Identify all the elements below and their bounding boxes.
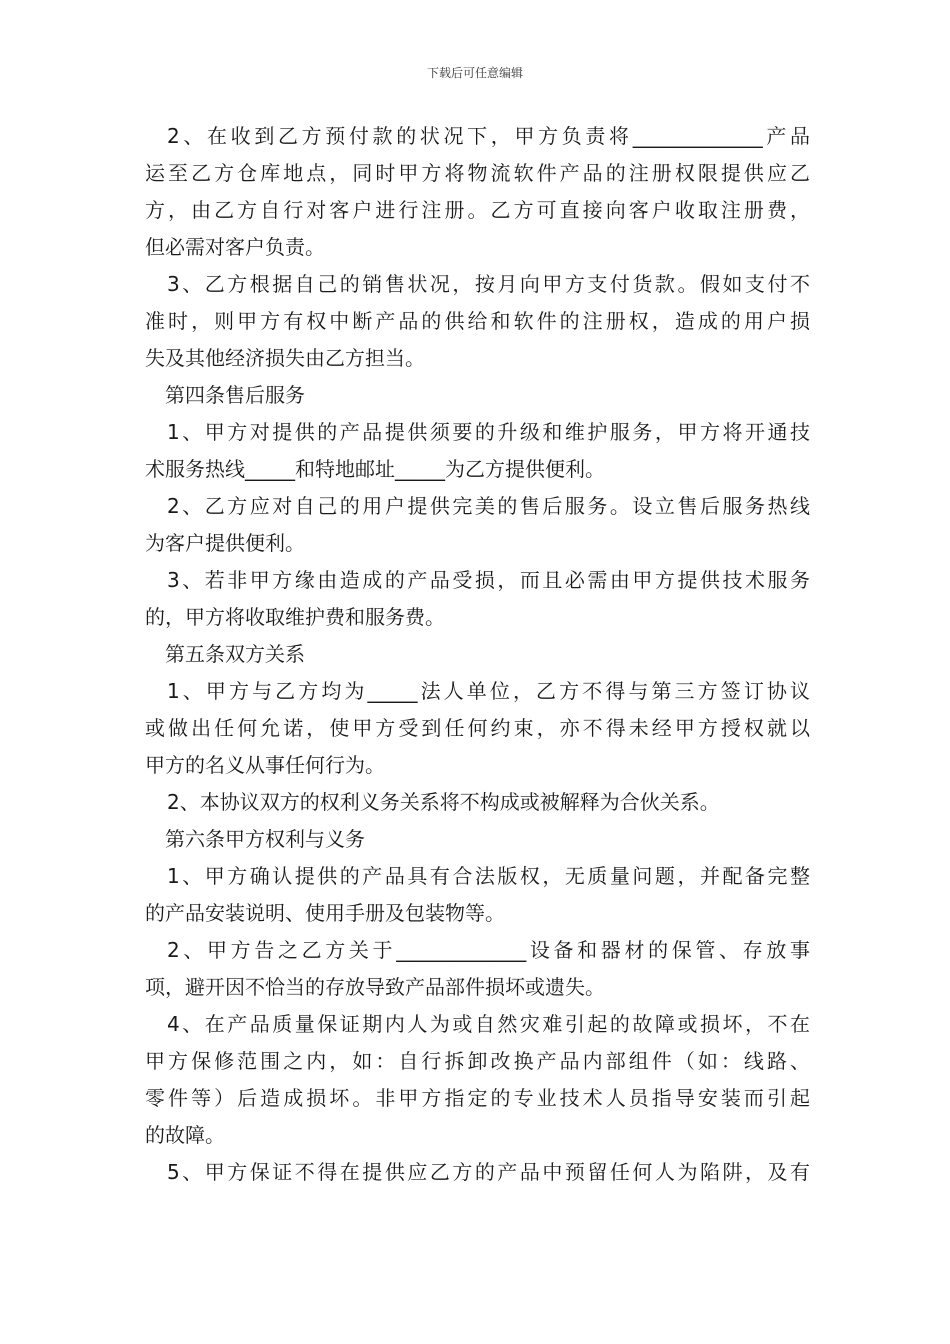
text-line: 2、乙方应对自己的用户提供完美的售后服务。设立售后服务热线 [167, 494, 810, 518]
text-line: 2、在收到乙方预付款的状况下，甲方负责将_____________产品 [167, 124, 810, 148]
text-line: 1、甲方与乙方均为_____法人单位，乙方不得与第三方签订协议 [167, 679, 810, 703]
text-line: 5、甲方保证不得在提供应乙方的产品中预留任何人为陷阱，及有 [167, 1160, 810, 1184]
text-line: 甲方保修范围之内，如：自行拆卸改换产品内部组件（如：线路、 [145, 1049, 810, 1073]
text-line: 3、乙方根据自己的销售状况，按月向甲方支付货款。假如支付不 [167, 272, 810, 296]
text-line: 的故障。 [145, 1123, 225, 1147]
text-line: 运至乙方仓库地点，同时甲方将物流软件产品的注册权限提供应乙 [145, 161, 810, 185]
text-line: 甲方的名义从事任何行为。 [145, 753, 385, 777]
text-line: 为客户提供便利。 [145, 531, 305, 555]
text-line: 4、在产品质量保证期内人为或自然灾难引起的故障或损坏，不在 [167, 1012, 810, 1036]
text-line: 术服务热线_____和特地邮址_____为乙方提供便利。 [145, 457, 605, 481]
text-line: 2、甲方告之乙方关于_____________设备和器材的保管、存放事 [167, 938, 810, 962]
text-line: 失及其他经济损失由乙方担当。 [145, 346, 425, 370]
text-line: 1、甲方确认提供的产品具有合法版权，无质量问题，并配备完整 [167, 864, 810, 888]
text-line: 的产品安装说明、使用手册及包装物等。 [145, 901, 505, 925]
text-line: 或做出任何允诺，使甲方受到任何约束，亦不得未经甲方授权就以 [145, 716, 810, 740]
text-line: 项，避开因不恰当的存放导致产品部件损坏或遗失。 [145, 975, 605, 999]
page-header: 下载后可任意编辑 [426, 66, 523, 80]
text-line: 准时，则甲方有权中断产品的供给和软件的注册权，造成的用户损 [145, 309, 810, 333]
text-line: 但必需对客户负责。 [145, 235, 325, 259]
text-line: 1、甲方对提供的产品提供须要的升级和维护服务，甲方将开通技 [167, 420, 810, 444]
text-line: 零件等）后造成损坏。非甲方指定的专业技术人员指导安装而引起 [145, 1086, 810, 1110]
text-line: 的，甲方将收取维护费和服务费。 [145, 605, 445, 629]
text-line: 方，由乙方自行对客户进行注册。乙方可直接向客户收取注册费， [145, 198, 810, 222]
section-heading: 第五条双方关系 [165, 642, 305, 666]
text-line: 3、若非甲方缘由造成的产品受损，而且必需由甲方提供技术服务 [167, 568, 810, 592]
section-heading: 第六条甲方权利与义务 [165, 827, 365, 851]
text-line: 2、本协议双方的权利义务关系将不构成或被解释为合伙关系。 [167, 790, 720, 814]
section-heading: 第四条售后服务 [165, 383, 305, 407]
